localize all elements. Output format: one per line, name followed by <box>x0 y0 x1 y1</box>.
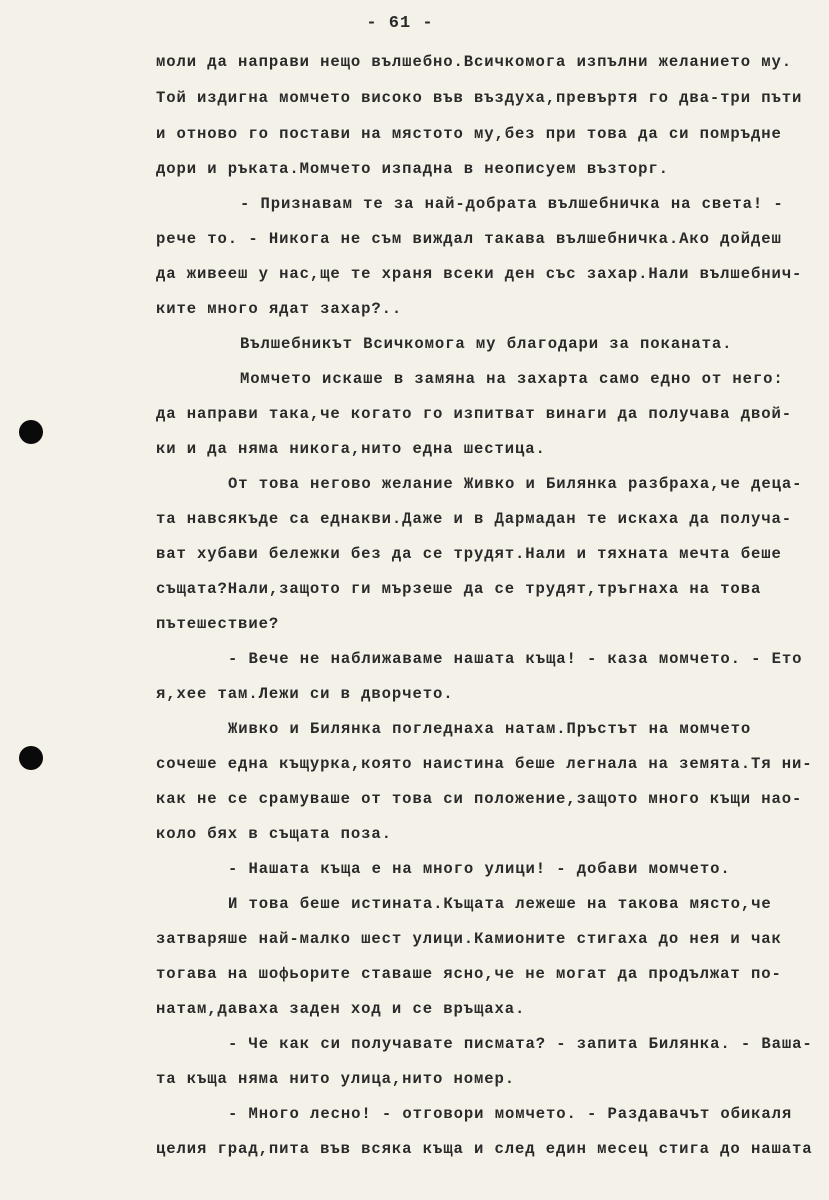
text-line: дори и ръката.Момчето изпадна в неописуем възторг. <box>156 160 669 178</box>
text-line: същата?Нали,защото ги мързеше да се трудят,тръгнаха на това <box>156 580 762 598</box>
text-line: да направи така,че когато го изпитват винаги да получава двой- <box>156 405 792 423</box>
text-line: От това негово желание Живко и Билянка разбраха,че деца- <box>228 475 803 493</box>
text-line: Момчето искаше в замяна на захарта само едно от него: <box>240 370 784 388</box>
text-line: Вълшебникът Всичкомога му благодари за поканата. <box>240 335 733 353</box>
text-line: тогава на шофьорите ставаше ясно,че не могат да продължат по- <box>156 965 782 983</box>
text-line: - Много лесно! - отговори момчето. - Раздавачът обикаля <box>228 1105 793 1123</box>
page-number: - 61 - <box>366 14 434 33</box>
text-line: ват хубави бележки без да се трудят.Нали и тяхната мечта беше <box>156 545 782 563</box>
text-line: та къща няма нито улица,нито номер. <box>156 1070 516 1088</box>
text-line: я,хее там.Лежи си в дворчето. <box>156 685 454 703</box>
text-line: натам,даваха заден ход и се връщаха. <box>156 1000 526 1018</box>
text-line: - Че как си получавате писмата? - запита Билянка. - Ваша- <box>228 1035 813 1053</box>
binder-hole <box>19 746 43 770</box>
text-line: как не се срамуваше от това си положение,защото много къщи нао- <box>156 790 803 808</box>
text-line: Живко и Билянка погледнаха натам.Пръстът на момчето <box>228 720 752 738</box>
text-line: рече то. - Никога не съм виждал такава вълшебничка.Ако дойдеш <box>156 230 782 248</box>
text-line: ки и да няма никога,нито една шестица. <box>156 440 546 458</box>
text-line: ките много ядат захар?.. <box>156 300 403 318</box>
text-line: да живееш у нас,ще те храня всеки ден със захар.Нали вълшебнич- <box>156 265 803 283</box>
text-line: сочеше една къщурка,която наистина беше легнала на земята.Тя ни- <box>156 755 813 773</box>
text-line: - Признавам те за най-добрата вълшебничка на света! - <box>240 195 784 213</box>
text-line: коло бях в същата поза. <box>156 825 392 843</box>
text-line: пътешествие? <box>156 615 280 633</box>
text-line: та навсякъде са еднакви.Даже и в Дармадан те искаха да получа- <box>156 510 792 528</box>
text-line: Той издигна момчето високо във въздуха,превъртя го два-три пъти <box>156 89 803 107</box>
binder-hole <box>19 420 43 444</box>
text-line: - Вече не наближаваме нашата къща! - каза момчето. - Ето <box>228 650 803 668</box>
text-line: моли да направи нещо вълшебно.Всичкомога изпълни желанието му. <box>156 53 792 71</box>
text-line: затваряше най-малко шест улици.Камионите стигаха до нея и чак <box>156 930 782 948</box>
text-line: - Нашата къща е на много улици! - добави момчето. <box>228 860 731 878</box>
text-line: И това беше истината.Къщата лежеше на такова място,че <box>228 895 772 913</box>
text-line: и отново го постави на мястото му,без при това да си помръдне <box>156 125 782 143</box>
text-line: целия град,пита във всяка къща и след един месец стига до нашата <box>156 1140 813 1158</box>
